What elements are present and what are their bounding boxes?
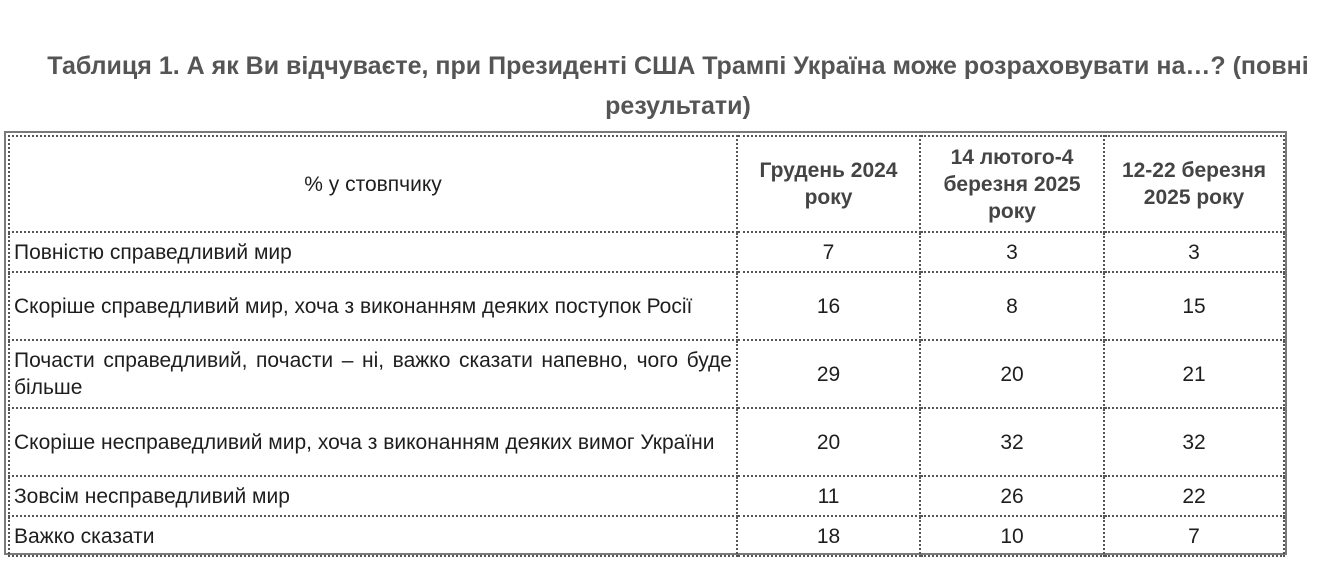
cell-value: 11 xyxy=(737,476,920,516)
cell-value: 7 xyxy=(1104,516,1284,556)
row-label: Повністю справедливий мир xyxy=(9,232,737,272)
row-label: Почасти справедливий, почасти – ні, важко сказати напевно, чого буде більше xyxy=(9,340,737,408)
cell-value: 20 xyxy=(737,408,920,476)
table-row xyxy=(9,232,1284,272)
cell-value: 32 xyxy=(920,408,1104,476)
cell-value: 20 xyxy=(920,340,1104,408)
row-label: Скоріше несправедливий мир, хоча з виконанням деяких вимог України xyxy=(9,408,737,476)
cell-value: 8 xyxy=(920,272,1104,340)
cell-value: 18 xyxy=(737,516,920,556)
cell-value: 7 xyxy=(737,232,920,272)
table-row xyxy=(9,516,1284,556)
table-row xyxy=(9,340,1284,408)
results-table xyxy=(8,135,1285,557)
row-label: Скоріше справедливий мир, хоча з виконанням деяких поступок Росії xyxy=(9,272,737,340)
cell-value: 3 xyxy=(920,232,1104,272)
table-row xyxy=(9,272,1284,340)
corner-header: % у стовпчику xyxy=(9,136,737,232)
row-label: Важко сказати xyxy=(9,516,737,556)
cell-value: 15 xyxy=(1104,272,1284,340)
table-header-row xyxy=(9,136,1284,232)
cell-value: 32 xyxy=(1104,408,1284,476)
cell-value: 3 xyxy=(1104,232,1284,272)
cell-value: 26 xyxy=(920,476,1104,516)
table-row xyxy=(9,408,1284,476)
column-header-dec-2024: Грудень 2024 року xyxy=(737,136,920,232)
cell-value: 10 xyxy=(920,516,1104,556)
cell-value: 22 xyxy=(1104,476,1284,516)
cell-value: 29 xyxy=(737,340,920,408)
cell-value: 21 xyxy=(1104,340,1284,408)
column-header-feb-mar-2025: 14 лютого-4 березня 2025 року xyxy=(920,136,1104,232)
table-row xyxy=(9,476,1284,516)
results-table-frame xyxy=(4,131,1287,555)
table-title: Таблиця 1. А як Ви відчуваєте, при Президенті США Трампі Україна може розраховувати на…? (повні результати) xyxy=(47,52,1309,120)
row-label: Зовсім несправедливий мир xyxy=(9,476,737,516)
column-header-mar-2025: 12-22 березня 2025 року xyxy=(1104,136,1284,232)
cell-value: 16 xyxy=(737,272,920,340)
